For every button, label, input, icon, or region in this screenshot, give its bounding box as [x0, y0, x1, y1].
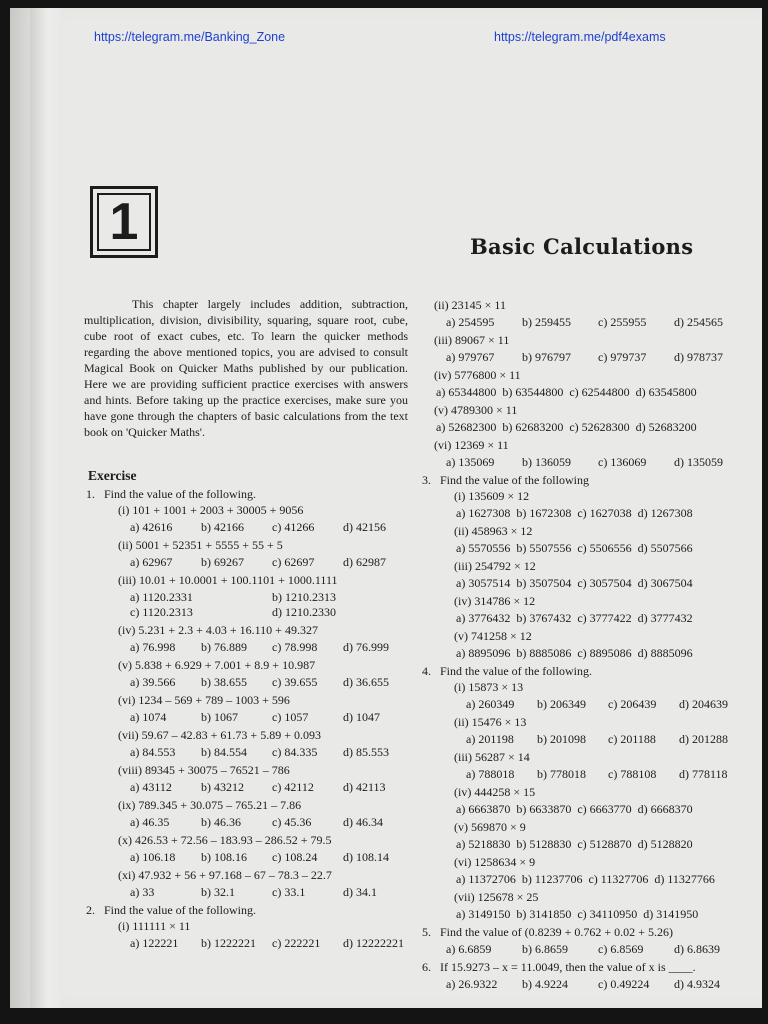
answer-options: [440, 611, 750, 626]
option: b) 259455: [522, 315, 571, 329]
answer-options: [104, 520, 414, 535]
option: b) 136059: [522, 455, 571, 469]
option: c) 62544800: [569, 385, 630, 399]
option: b) 76.889: [201, 640, 247, 654]
option: a) 122221: [130, 936, 179, 950]
question-5: [420, 925, 750, 957]
question-text: Find the value of (0.8239 + 0.762 + 0.02 + 5.26): [440, 925, 673, 939]
option: a) 8895096: [456, 646, 511, 660]
option: d) 3067504: [637, 576, 693, 590]
option: b) 201098: [537, 732, 586, 746]
option: d) 978737: [674, 350, 723, 364]
option: d) 1047: [343, 710, 380, 724]
option: c) 979737: [598, 350, 647, 364]
answer-options: [440, 907, 750, 922]
option: b) 42166: [201, 520, 244, 534]
option: d) 63545800: [635, 385, 697, 399]
option: b) 206349: [537, 697, 586, 711]
option: a) 3057514: [456, 576, 511, 590]
question-text: If 15.9273 – x = 11.0049, then the value of x is ____.: [440, 960, 696, 974]
answer-options: [104, 590, 414, 620]
answer-options: [104, 640, 414, 655]
chapter-title: Basic Calculations: [470, 234, 694, 259]
option: a) 254595: [446, 315, 495, 329]
answer-options: [440, 872, 750, 887]
option: a) 43112: [130, 780, 172, 794]
sub-question: (vi) 1258634 × 9: [454, 855, 536, 869]
option: a) 788018: [466, 767, 515, 781]
option: c) 1057: [272, 710, 309, 724]
chapter-number: 1: [97, 193, 151, 251]
answer-options: [104, 885, 414, 900]
question-text: Find the value of the following: [440, 473, 589, 487]
option: b) 43212: [201, 780, 244, 794]
sub-question: (ii) 5001 + 52351 + 5555 + 55 + 5: [118, 538, 283, 552]
question-text: Find the value of the following.: [104, 903, 256, 917]
option: d) 5128820: [637, 837, 693, 851]
answer-options: [440, 732, 750, 747]
option: a) 76.998: [130, 640, 176, 654]
answer-options: [440, 767, 750, 782]
sub-question: (v) 4789300 × 11: [434, 403, 518, 417]
option: d) 254565: [674, 315, 723, 329]
option: b) 11237706: [521, 872, 583, 886]
option: c) 34110950: [577, 907, 638, 921]
option: a) 1627308: [456, 506, 511, 520]
answer-options: [440, 541, 750, 556]
page-fold-shadow: [30, 8, 60, 1008]
sub-question: (vii) 59.67 – 42.83 + 61.73 + 5.89 + 0.093: [118, 728, 321, 742]
answer-options: [440, 576, 750, 591]
sub-question: (viii) 89345 + 30075 – 76521 – 786: [118, 763, 290, 777]
option: b) 62683200: [502, 420, 564, 434]
answer-options: [420, 315, 750, 330]
option: a) 979767: [446, 350, 495, 364]
option: d) 3777432: [637, 611, 693, 625]
answer-options: [420, 455, 750, 470]
option: d) 778118: [679, 767, 728, 781]
option: c) 84.335: [272, 745, 318, 759]
answer-options: [440, 802, 750, 817]
sub-question: (ii) 458963 × 12: [454, 524, 533, 538]
option: d) 1210.2330: [272, 605, 336, 619]
question-number: 1.: [86, 487, 95, 501]
option: b) 1672308: [516, 506, 572, 520]
left-column: [84, 468, 414, 954]
sub-question: (vi) 1234 – 569 + 789 – 1003 + 596: [118, 693, 290, 707]
sub-question: (i) 111111 × 11: [118, 919, 191, 933]
sub-question: (iv) 5776800 × 11: [434, 368, 521, 382]
question-number: 6.: [422, 960, 431, 974]
sub-question: (iii) 10.01 + 10.0001 + 100.1101 + 1000.1111: [118, 573, 338, 587]
option: b) 84.554: [201, 745, 247, 759]
option: c) 78.998: [272, 640, 318, 654]
answer-options: [440, 506, 750, 521]
sub-question: (iii) 56287 × 14: [454, 750, 530, 764]
option: d) 46.34: [343, 815, 383, 829]
sub-question: (ii) 15476 × 13: [454, 715, 527, 729]
option: d) 1267308: [637, 506, 693, 520]
option: a) 26.9322: [446, 977, 498, 991]
option: d) 62987: [343, 555, 386, 569]
option: b) 63544800: [502, 385, 564, 399]
sub-question: (x) 426.53 + 72.56 – 183.93 – 286.52 + 79.5: [118, 833, 332, 847]
option: b) 4.9224: [522, 977, 568, 991]
question-1: [84, 487, 414, 900]
sub-question: (i) 15873 × 13: [454, 680, 524, 694]
option: a) 1120.2331: [130, 590, 193, 604]
option: b) 5507556: [516, 541, 572, 555]
option: b) 38.655: [201, 675, 247, 689]
option: c) 8895086: [577, 646, 632, 660]
option: c) 206439: [608, 697, 657, 711]
sub-question: (v) 741258 × 12: [454, 629, 532, 643]
telegram-link-pdf4exams[interactable]: https://telegram.me/pdf4exams: [494, 30, 666, 44]
intro-paragraph: This chapter largely includes addition, subtraction, multiplication, division, divisibility, squaring, square root, cube, cube root of exact cubes, etc. To learn the quicker methods regarding the above mentioned topics, you are advised to consult Magical Book on Quicker Maths published by our publication. Here we are providing sufficient practice exercises with answers and hints. Before taking up the practice exercises, make sure you have gone through the chapters of basic calculations from the text book on 'Quicker Maths'.: [84, 297, 408, 439]
option: d) 85.553: [343, 745, 389, 759]
question-3: [420, 473, 750, 661]
option: d) 4.9324: [674, 977, 720, 991]
option: c) 52628300: [569, 420, 630, 434]
option: c) 11327706: [588, 872, 649, 886]
answer-options: [440, 977, 750, 992]
option: b) 108.16: [201, 850, 247, 864]
option: b) 3767432: [516, 611, 572, 625]
option: c) 3057504: [577, 576, 632, 590]
option: d) 34.1: [343, 885, 377, 899]
option: d) 201288: [679, 732, 728, 746]
answer-options: [104, 815, 414, 830]
sub-question: (iii) 254792 × 12: [454, 559, 536, 573]
option: c) 6.8569: [598, 942, 644, 956]
option: b) 3507504: [516, 576, 572, 590]
option: d) 42156: [343, 520, 386, 534]
option: a) 260349: [466, 697, 515, 711]
sub-question: (vii) 125678 × 25: [454, 890, 539, 904]
option: d) 42113: [343, 780, 386, 794]
answer-options: [104, 745, 414, 760]
option: d) 76.999: [343, 640, 389, 654]
option: b) 1222221: [201, 936, 256, 950]
question-number: 2.: [86, 903, 95, 917]
option: b) 6.8659: [522, 942, 568, 956]
option: a) 1074: [130, 710, 167, 724]
sub-question: (v) 5.838 + 6.929 + 7.001 + 8.9 + 10.987: [118, 658, 316, 672]
telegram-link-banking-zone[interactable]: https://telegram.me/Banking_Zone: [94, 30, 286, 44]
answer-options: [440, 837, 750, 852]
question-6: [420, 960, 750, 992]
option: c) 41266: [272, 520, 315, 534]
chapter-number-box: [90, 186, 158, 258]
answer-options: [440, 697, 750, 712]
question-text: Find the value of the following.: [104, 487, 256, 501]
option: c) 1627038: [577, 506, 632, 520]
option: c) 5506556: [577, 541, 632, 555]
option: a) 3149150: [456, 907, 511, 921]
right-column: [420, 298, 750, 995]
question-2: [84, 903, 414, 951]
option: d) 8885096: [637, 646, 693, 660]
option: d) 6668370: [637, 802, 693, 816]
sub-question: (i) 101 + 1001 + 2003 + 30005 + 9056: [118, 503, 304, 517]
question-number: 5.: [422, 925, 431, 939]
option: c) 136069: [598, 455, 647, 469]
sub-question: (xi) 47.932 + 56 + 97.168 – 67 – 78.3 – 22.7: [118, 868, 332, 882]
answer-options: [104, 936, 414, 951]
exercise-heading: Exercise: [88, 468, 137, 483]
option: a) 65344800: [436, 385, 497, 399]
option: c) 1120.2313: [130, 605, 193, 619]
sub-question: (iii) 89067 × 11: [434, 333, 510, 347]
answer-options: [104, 780, 414, 795]
option: a) 3776432: [456, 611, 511, 625]
option: a) 6663870: [456, 802, 511, 816]
answer-options: [420, 385, 750, 400]
sub-question: (iv) 444258 × 15: [454, 785, 536, 799]
option: a) 42616: [130, 520, 173, 534]
option: d) 6.8639: [674, 942, 720, 956]
answer-options: [420, 420, 750, 435]
option: a) 11372706: [456, 872, 516, 886]
option: d) 11327766: [654, 872, 715, 886]
option: c) 39.655: [272, 675, 318, 689]
answer-options: [104, 850, 414, 865]
sub-question: (ii) 23145 × 11: [434, 298, 506, 312]
sub-question: (i) 135609 × 12: [454, 489, 530, 503]
option: c) 62697: [272, 555, 315, 569]
sub-question: (iv) 5.231 + 2.3 + 4.03 + 16.110 + 49.327: [118, 623, 318, 637]
question-text: Find the value of the following.: [440, 664, 592, 678]
option: c) 42112: [272, 780, 314, 794]
option: b) 32.1: [201, 885, 235, 899]
option: a) 5570556: [456, 541, 511, 555]
option: c) 108.24: [272, 850, 318, 864]
option: b) 976797: [522, 350, 571, 364]
book-page: [10, 8, 762, 1008]
option: d) 135059: [674, 455, 723, 469]
option: c) 788108: [608, 767, 657, 781]
option: c) 3777422: [577, 611, 632, 625]
option: b) 6633870: [516, 802, 572, 816]
option: a) 52682300: [436, 420, 497, 434]
answer-options: [104, 555, 414, 570]
option: a) 135069: [446, 455, 495, 469]
sub-question: (vi) 12369 × 11: [434, 438, 509, 452]
option: d) 108.14: [343, 850, 389, 864]
option: c) 45.36: [272, 815, 312, 829]
option: a) 62967: [130, 555, 173, 569]
option: b) 8885086: [516, 646, 572, 660]
option: a) 39.566: [130, 675, 176, 689]
answer-options: [104, 675, 414, 690]
option: d) 5507566: [637, 541, 693, 555]
option: a) 106.18: [130, 850, 176, 864]
option: d) 12222221: [343, 936, 404, 950]
sub-question: (ix) 789.345 + 30.075 – 765.21 – 7.86: [118, 798, 302, 812]
option: b) 778018: [537, 767, 586, 781]
option: a) 84.553: [130, 745, 176, 759]
answer-options: [440, 646, 750, 661]
question-number: 4.: [422, 664, 431, 678]
option: c) 255955: [598, 315, 647, 329]
option: d) 3141950: [643, 907, 699, 921]
option: b) 1067: [201, 710, 238, 724]
sub-question: (iv) 314786 × 12: [454, 594, 536, 608]
answer-options: [104, 710, 414, 725]
option: c) 5128870: [577, 837, 632, 851]
option: d) 36.655: [343, 675, 389, 689]
option: b) 46.36: [201, 815, 241, 829]
option: c) 33.1: [272, 885, 306, 899]
option: c) 222221: [272, 936, 321, 950]
option: a) 5218830: [456, 837, 511, 851]
sub-question: (v) 569870 × 9: [454, 820, 526, 834]
question-number: 3.: [422, 473, 431, 487]
answer-options: [440, 942, 750, 957]
option: b) 5128830: [516, 837, 572, 851]
option: b) 1210.2313: [272, 590, 336, 604]
option: d) 204639: [679, 697, 728, 711]
option: b) 3141850: [516, 907, 572, 921]
option: a) 201198: [466, 732, 514, 746]
option: a) 6.6859: [446, 942, 492, 956]
option: d) 52683200: [635, 420, 697, 434]
option: c) 0.49224: [598, 977, 650, 991]
option: a) 33: [130, 885, 155, 899]
option: b) 69267: [201, 555, 244, 569]
answer-options: [420, 350, 750, 365]
option: a) 46.35: [130, 815, 170, 829]
chapter-intro: [84, 296, 408, 440]
option: c) 201188: [608, 732, 656, 746]
question-4: [420, 664, 750, 922]
option: c) 6663770: [577, 802, 632, 816]
